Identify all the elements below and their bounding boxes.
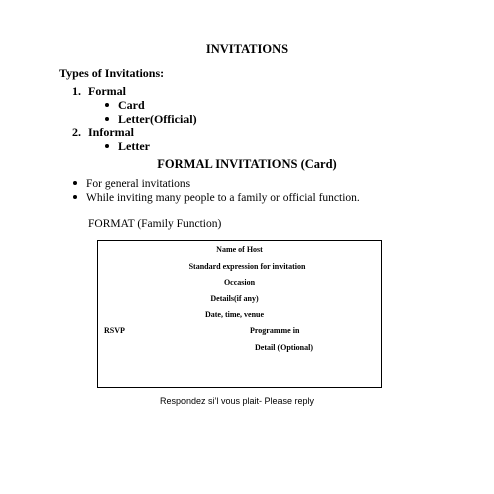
sub-item-card (105, 98, 145, 113)
card-programme: Programme in (250, 326, 300, 335)
footnote: Respondez si’l vous plait- Please reply (159, 396, 315, 406)
bullet-icon (105, 117, 109, 121)
types-heading: Types of Invitations: (59, 66, 165, 80)
type-item-informal (72, 125, 134, 140)
bullet-icon (73, 195, 77, 199)
bullet-text: While inviting many people to a family or official function. (86, 192, 360, 204)
bullet-general-invitations (73, 178, 190, 190)
card-host: Name of Host (216, 245, 263, 254)
bullet-icon (105, 144, 109, 148)
type-number: 1. (72, 84, 81, 98)
card-expression: Standard expression for invitation (188, 262, 306, 271)
card-details: Details(if any) (210, 294, 259, 303)
formal-invitations-heading: FORMAL INVITATIONS (Card) (157, 157, 337, 171)
type-item-formal (72, 84, 126, 99)
bullet-text: For general invitations (86, 178, 191, 190)
format-label: FORMAT (Family Function) (88, 218, 222, 230)
sub-item-label: Card (118, 98, 145, 112)
card-occasion: Occasion (223, 278, 256, 287)
card-date-venue: Date, time, venue (204, 310, 265, 319)
bullet-icon (73, 181, 77, 185)
invitations-title: INVITATIONS (205, 42, 289, 56)
bullet-icon (105, 103, 109, 107)
type-label: Formal (88, 84, 126, 98)
type-number: 2. (72, 125, 81, 139)
type-label: Informal (88, 125, 134, 139)
card-rsvp: RSVP (104, 326, 125, 335)
sub-item-letter (105, 139, 150, 154)
card-detail-optional: Detail (Optional) (255, 343, 313, 352)
sub-item-label: Letter (118, 139, 150, 153)
bullet-many-people (73, 192, 360, 204)
sub-item-label: Letter(Official) (118, 112, 197, 126)
